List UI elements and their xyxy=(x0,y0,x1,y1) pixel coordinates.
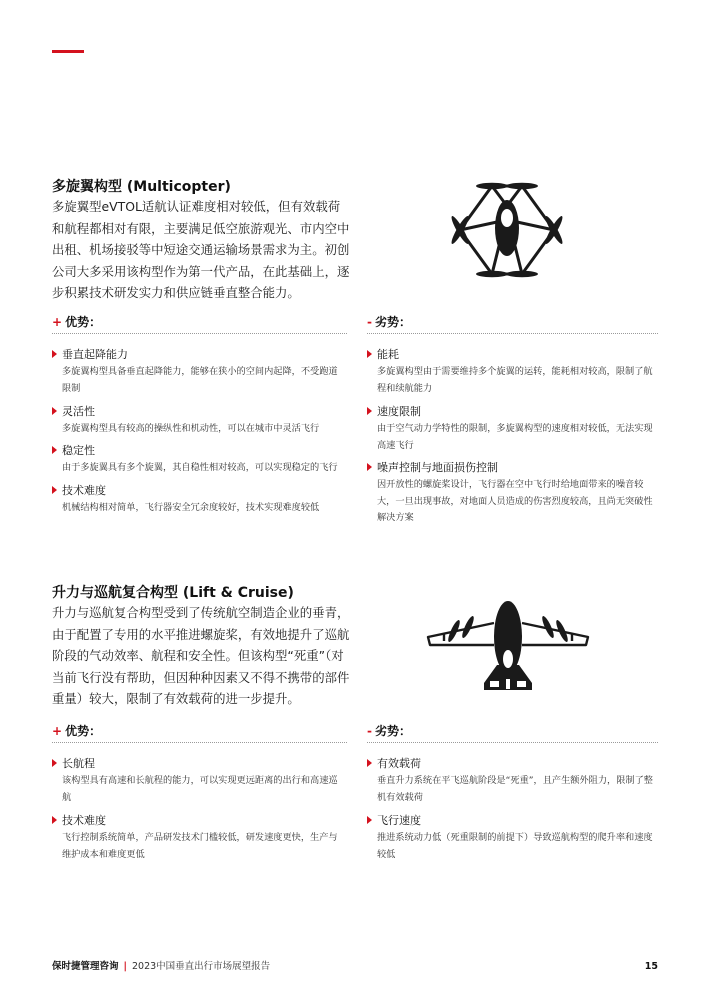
pro-item: 灵活性 多旋翼构型具有较高的操纵性和机动性，可以在城市中灵活飞行 xyxy=(52,404,342,438)
divider xyxy=(52,333,347,334)
con-item: 有效载荷 垂直升力系统在平飞巡航阶段是“死重”，且产生额外阻力，限制了整机有效载荷 xyxy=(367,756,657,806)
intro-lift-cruise: 升力与巡航复合构型受到了传统航空制造企业的垂青，由于配置了专用的水平推进螺旋桨，有效地提升了巡航阶段的气动效率、航程和安全性。但该构型“死重”（对当前飞行没有帮助，但因种种因素又不得不携带的部件重量）较大，限制了有效载荷的进一步提升。 xyxy=(52,605,350,706)
divider xyxy=(367,333,658,334)
divider xyxy=(367,742,658,743)
pro-item: 垂直起降能力 多旋翼构型具备垂直起降能力，能够在狭小的空间内起降，不受跑道限制 xyxy=(52,347,342,397)
cons-heading: - 劣势： xyxy=(367,315,411,329)
multicopter-icon xyxy=(437,178,577,286)
con-item: 噪声控制与地面损伤控制 因开放性的螺旋桨设计，飞行器在空中飞行时给地面带来的噪音较大，一旦出现事故，对地面人员造成的伤害烈度较高，且尚无突破性解决方案 xyxy=(367,460,657,527)
footer-separator: | xyxy=(123,961,127,972)
divider xyxy=(52,742,347,743)
intro-multicopter: 多旋翼型eVTOL适航认证难度相对较低，但有效载荷和航程都相对有限，主要满足低空旅游观光、市内空中出租、机场接驳等中短途交通运输场景需求为主。初创公司大多采用该构型作为第一代产品，在此基础上，逐步积累技术研发实力和供应链垂直整合能力。 xyxy=(52,199,350,300)
pro-item: 长航程 该构型具有高速和长航程的能力，可以实现更远距离的出行和高速巡航 xyxy=(52,756,342,806)
pro-item: 技术难度 飞行控制系统简单，产品研发技术门槛较低，研发速度更快，生产与维护成本和难度更低 xyxy=(52,813,342,863)
section-title-multicopter: 多旋翼构型 (Multicopter) xyxy=(52,179,231,195)
con-item: 飞行速度 推进系统动力低（死重限制的前提下）导致巡航构型的爬升率和速度较低 xyxy=(367,813,657,863)
con-item: 速度限制 由于空气动力学特性的限制，多旋翼构型的速度相对较低，无法实现高速飞行 xyxy=(367,404,657,454)
pros-heading: + 优势： xyxy=(52,724,102,738)
footer xyxy=(52,961,270,973)
footer-brand: 保时捷管理咨询 xyxy=(52,961,119,972)
lift-cruise-aircraft-icon xyxy=(424,595,592,695)
con-item: 能耗 多旋翼构型由于需要维持多个旋翼的运转，能耗相对较高，限制了航程和续航能力 xyxy=(367,347,657,397)
section-title-lift-cruise: 升力与巡航复合构型 (Lift & Cruise) xyxy=(52,585,294,601)
page-number: 15 xyxy=(644,961,658,972)
accent-bar xyxy=(52,50,84,53)
cons-heading: - 劣势： xyxy=(367,724,411,738)
pros-heading: + 优势： xyxy=(52,315,102,329)
pro-item: 技术难度 机械结构相对简单，飞行器安全冗余度较好，技术实现难度较低 xyxy=(52,483,342,517)
footer-report-title: 2023中国垂直出行市场展望报告 xyxy=(132,961,271,972)
pro-item: 稳定性 由于多旋翼具有多个旋翼，其自稳性相对较高，可以实现稳定的飞行 xyxy=(52,443,342,477)
